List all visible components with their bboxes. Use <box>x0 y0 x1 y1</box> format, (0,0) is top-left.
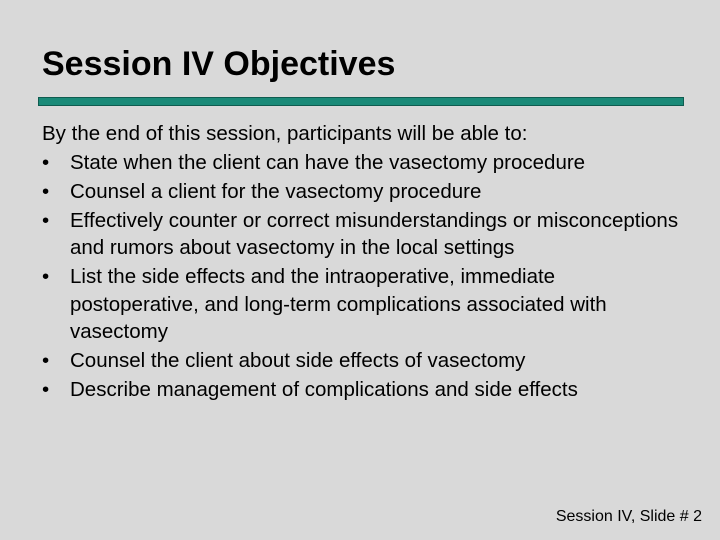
objective-item <box>42 207 682 262</box>
objective-item <box>42 178 682 206</box>
objective-text: Counsel a client for the vasectomy procedure <box>70 179 482 203</box>
objective-text: State when the client can have the vasectomy procedure <box>70 150 586 174</box>
bullet-icon: • <box>42 378 50 401</box>
objective-item <box>42 149 682 177</box>
objective-item <box>42 376 682 404</box>
intro-text: By the end of this session, participants will be able to: <box>42 122 528 145</box>
objective-text: List the side effects and the intraoperative, immediate postoperative, and long-term complications associated with vasectomy <box>70 265 607 343</box>
slide-body <box>42 120 682 405</box>
bullet-icon: • <box>42 179 50 203</box>
bullet-icon: • <box>42 150 50 174</box>
bullet-icon: • <box>42 265 50 288</box>
objectives-list <box>42 149 682 404</box>
bullet-icon: • <box>42 208 50 232</box>
objective-item <box>42 347 682 375</box>
objective-text: Describe management of complications and side effects <box>70 378 578 401</box>
title-underline-bar <box>38 97 684 106</box>
objective-item <box>42 263 682 346</box>
slide-footer: Session IV, Slide # 2 <box>555 508 702 525</box>
slide-title: Session IV Objectives <box>42 45 396 83</box>
bullet-icon: • <box>42 349 50 372</box>
objective-text: Effectively counter or correct misunderstandings or misconceptions and rumors about vasectomy in the local settings <box>70 208 679 259</box>
objective-text: Counsel the client about side effects of vasectomy <box>70 349 526 372</box>
